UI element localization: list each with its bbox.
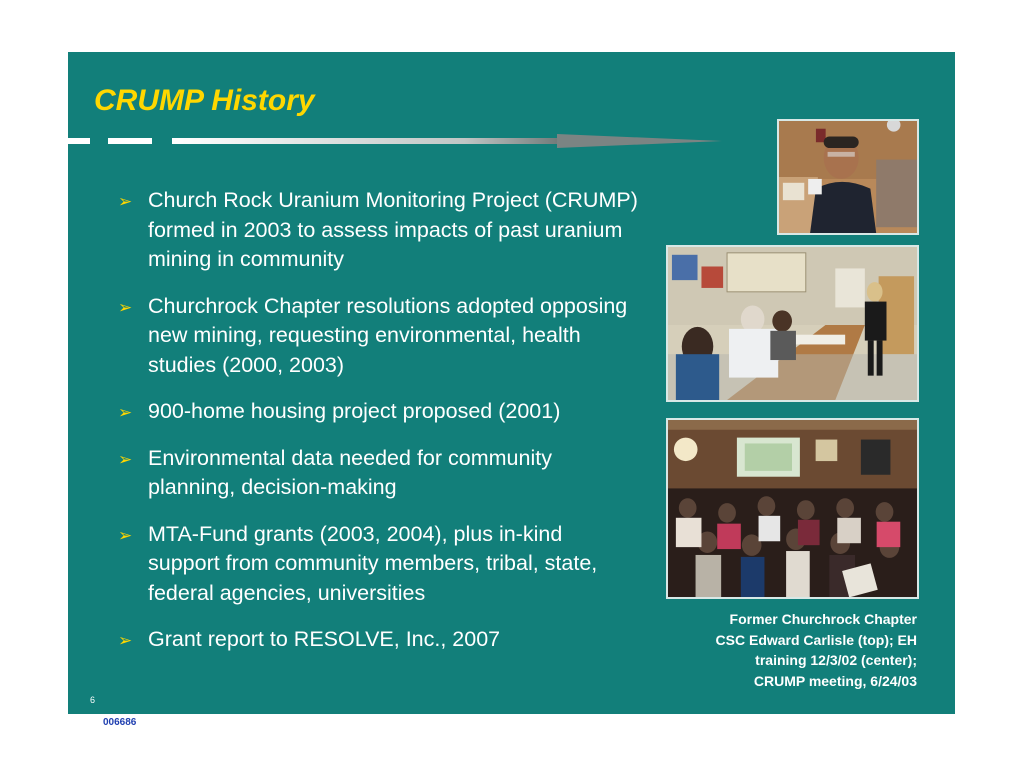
title-rule-dash — [108, 138, 152, 144]
bullet-text: 900-home housing project proposed (2001) — [148, 399, 561, 423]
bullet-item — [118, 292, 638, 381]
bullet-list — [118, 186, 638, 672]
arrow-bullet-icon: ➢ — [118, 297, 133, 317]
photo-crump-meeting — [666, 418, 919, 599]
arrow-bullet-icon: ➢ — [118, 192, 133, 211]
slide — [68, 52, 955, 714]
photo-eh-training — [666, 245, 919, 402]
bullet-text: Churchrock Chapter resolutions adopted opposing new mining, requesting environmental, health studies (2000, 2003) — [148, 293, 628, 377]
bullet-text: Grant report to RESOLVE, Inc., 2007 — [148, 627, 501, 651]
photo-caption — [647, 609, 917, 691]
title-rule-arrow — [172, 132, 722, 150]
arrow-bullet-icon: ➢ — [118, 525, 133, 545]
bullet-text: MTA-Fund grants (2003, 2004), plus in-kind support from community members, tribal, state, federal agencies, universities — [148, 521, 598, 605]
arrow-bullet-icon: ➢ — [118, 631, 133, 650]
slide-number: 6 — [90, 695, 96, 705]
bullet-text: Church Rock Uranium Monitoring Project (CRUMP) formed in 2003 to assess impacts of past uranium mining in community — [148, 188, 638, 271]
caption-line: Former Churchrock Chapter — [729, 611, 917, 627]
caption-line: CSC Edward Carlisle (top); EH — [715, 631, 917, 648]
bullet-item — [118, 186, 638, 275]
document-id: 006686 — [103, 717, 137, 728]
title-rule-dash — [68, 138, 90, 144]
bullet-item — [118, 444, 638, 503]
arrow-bullet-icon: ➢ — [118, 403, 133, 422]
bullet-item — [118, 397, 638, 427]
bullet-item — [118, 625, 638, 655]
photo-chapter-official — [777, 119, 919, 235]
caption-line: training 12/3/02 (center); — [755, 652, 917, 668]
caption-line: CRUMP meeting, 6/24/03 — [753, 672, 917, 689]
bullet-item — [118, 520, 638, 609]
arrow-bullet-icon: ➢ — [118, 449, 133, 469]
bullet-text: Environmental data needed for community planning, decision-making — [148, 445, 552, 499]
slide-title: CRUMP History — [94, 84, 315, 117]
